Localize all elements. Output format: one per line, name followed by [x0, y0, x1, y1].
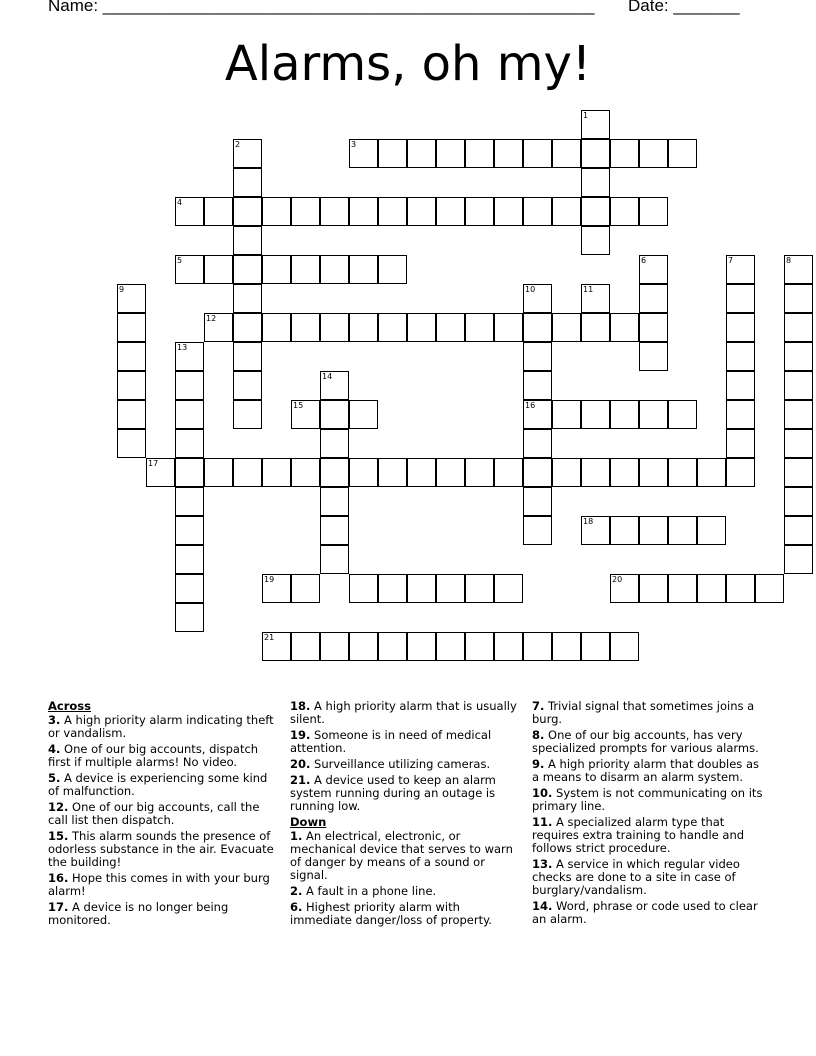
crossword-cell[interactable] [407, 574, 436, 603]
clue-text: A high priority alarm that doubles as a means to disarm an alarm system. [532, 757, 759, 784]
clue [48, 830, 276, 869]
crossword-cell[interactable] [175, 487, 204, 516]
crossword-cell[interactable] [610, 139, 639, 168]
crossword-cell[interactable] [233, 139, 262, 168]
crossword-cell[interactable] [233, 168, 262, 197]
clue-number: 21. [290, 773, 311, 787]
clue-column-2 [290, 700, 518, 930]
crossword-cell[interactable] [668, 139, 697, 168]
crossword-cell[interactable] [523, 487, 552, 516]
crossword-cell[interactable] [784, 255, 813, 284]
crossword-cell[interactable] [697, 458, 726, 487]
crossword-cell[interactable] [726, 255, 755, 284]
cell-number: 11 [583, 285, 594, 294]
crossword-cell[interactable] [320, 632, 349, 661]
clue [290, 729, 518, 755]
crossword-cell[interactable] [726, 458, 755, 487]
clue [290, 700, 518, 726]
crossword-cell[interactable] [784, 429, 813, 458]
date-field-label: Date: _______ [628, 0, 740, 15]
crossword-cell[interactable] [552, 139, 581, 168]
cell-number: 10 [525, 285, 536, 294]
crossword-cell[interactable] [175, 429, 204, 458]
crossword-cell[interactable] [784, 371, 813, 400]
clue [290, 885, 518, 898]
clue [290, 830, 518, 882]
crossword-cell[interactable] [523, 197, 552, 226]
crossword-cell[interactable] [494, 197, 523, 226]
crossword-cell[interactable] [291, 313, 320, 342]
crossword-cell[interactable] [233, 284, 262, 313]
crossword-cell[interactable] [581, 197, 610, 226]
clue-text: Someone is in need of medical attention. [290, 728, 492, 755]
crossword-cell[interactable] [291, 574, 320, 603]
crossword-cell[interactable] [233, 371, 262, 400]
clue [532, 900, 768, 926]
crossword-cell[interactable] [639, 284, 668, 313]
cell-number: 21 [264, 633, 275, 642]
crossword-cell[interactable] [581, 632, 610, 661]
clue-number: 20. [290, 757, 311, 771]
crossword-cell[interactable] [262, 255, 291, 284]
crossword-cell[interactable] [523, 458, 552, 487]
crossword-cell[interactable] [262, 458, 291, 487]
crossword-cell[interactable] [552, 400, 581, 429]
crossword-cell[interactable] [175, 371, 204, 400]
clue-number: 2. [290, 884, 303, 898]
crossword-cell[interactable] [784, 458, 813, 487]
crossword-cell[interactable] [523, 429, 552, 458]
crossword-cell[interactable] [175, 342, 204, 371]
crossword-cell[interactable] [523, 313, 552, 342]
cell-number: 9 [119, 285, 125, 294]
across-clue-list-continued [290, 700, 518, 813]
crossword-cell[interactable] [639, 197, 668, 226]
crossword-cell[interactable] [204, 458, 233, 487]
clue-text: One of our big accounts, call the call list then dispatch. [48, 800, 260, 827]
crossword-cell[interactable] [436, 632, 465, 661]
crossword-cell[interactable] [552, 197, 581, 226]
crossword-cell[interactable] [175, 197, 204, 226]
crossword-cell[interactable] [726, 574, 755, 603]
crossword-cell[interactable] [320, 429, 349, 458]
crossword-cell[interactable] [117, 284, 146, 313]
crossword-cell[interactable] [639, 313, 668, 342]
page-title: Alarms, oh my! [224, 36, 592, 92]
crossword-cell[interactable] [349, 574, 378, 603]
clue [48, 714, 276, 740]
clue-text: Hope this comes in with your burg alarm! [48, 871, 270, 898]
crossword-cell[interactable] [523, 342, 552, 371]
crossword-cell[interactable] [320, 545, 349, 574]
clue-column-1 [48, 700, 276, 930]
clue-number: 11. [532, 815, 553, 829]
crossword-cell[interactable] [204, 255, 233, 284]
crossword-cell[interactable] [320, 400, 349, 429]
cell-number: 5 [177, 256, 183, 265]
crossword-cell[interactable] [175, 255, 204, 284]
crossword-cell[interactable] [407, 139, 436, 168]
crossword-cell[interactable] [407, 458, 436, 487]
clue-number: 9. [532, 757, 545, 771]
crossword-cell[interactable] [349, 400, 378, 429]
crossword-cell[interactable] [639, 458, 668, 487]
clue-number: 10. [532, 786, 553, 800]
clue [48, 743, 276, 769]
name-field-label: Name: ____________________________________________________ [48, 0, 595, 15]
crossword-cell[interactable] [668, 400, 697, 429]
cell-number: 6 [641, 256, 647, 265]
crossword-cell[interactable] [639, 400, 668, 429]
crossword-cell[interactable] [233, 313, 262, 342]
crossword-cell[interactable] [581, 313, 610, 342]
crossword-cell[interactable] [233, 342, 262, 371]
crossword-cell[interactable] [784, 487, 813, 516]
crossword-cell[interactable] [117, 429, 146, 458]
crossword-cell[interactable] [784, 313, 813, 342]
crossword-cell[interactable] [291, 400, 320, 429]
crossword-cell[interactable] [349, 197, 378, 226]
crossword-cell[interactable] [581, 139, 610, 168]
crossword-cell[interactable] [378, 139, 407, 168]
crossword-cell[interactable] [581, 516, 610, 545]
crossword-cell[interactable] [726, 342, 755, 371]
crossword-cell[interactable] [436, 574, 465, 603]
crossword-cell[interactable] [784, 342, 813, 371]
crossword-cell[interactable] [291, 632, 320, 661]
clue [48, 801, 276, 827]
clue-text: A high priority alarm indicating theft or vandalism. [48, 713, 274, 740]
crossword-cell[interactable] [465, 313, 494, 342]
crossword-cell[interactable] [523, 516, 552, 545]
crossword-cell[interactable] [465, 574, 494, 603]
crossword-cell[interactable] [175, 458, 204, 487]
cell-number: 2 [235, 140, 241, 149]
down-heading: Down [290, 815, 327, 829]
clue [532, 729, 768, 755]
clue-text: A high priority alarm that is usually silent. [290, 699, 517, 726]
crossword-cell[interactable] [349, 313, 378, 342]
crossword-cell[interactable] [262, 632, 291, 661]
cell-number: 12 [206, 314, 217, 323]
crossword-cell[interactable] [320, 516, 349, 545]
cell-number: 3 [351, 140, 357, 149]
crossword-cell[interactable] [784, 400, 813, 429]
clue-text: An electrical, electronic, or mechanical device that serves to warn of danger by means of a sound or signal. [290, 829, 513, 882]
crossword-cell[interactable] [726, 400, 755, 429]
crossword-cell[interactable] [639, 139, 668, 168]
crossword-cell[interactable] [465, 458, 494, 487]
crossword-cell[interactable] [581, 400, 610, 429]
crossword-cell[interactable] [407, 632, 436, 661]
crossword-cell[interactable] [233, 458, 262, 487]
clue-number: 16. [48, 871, 69, 885]
clue-number: 18. [290, 699, 311, 713]
clue-text: System is not communicating on its primary line. [532, 786, 763, 813]
crossword-cell[interactable] [494, 574, 523, 603]
crossword-cell[interactable] [726, 371, 755, 400]
crossword-cell[interactable] [117, 400, 146, 429]
crossword-cell[interactable] [523, 139, 552, 168]
crossword-cell[interactable] [639, 342, 668, 371]
crossword-cell[interactable] [436, 139, 465, 168]
crossword-cell[interactable] [378, 458, 407, 487]
crossword-cell[interactable] [291, 255, 320, 284]
crossword-cell[interactable] [436, 197, 465, 226]
cell-number: 18 [583, 517, 594, 526]
crossword-cell[interactable] [262, 313, 291, 342]
cell-number: 15 [293, 401, 304, 410]
crossword-cell[interactable] [581, 168, 610, 197]
crossword-cell[interactable] [726, 313, 755, 342]
across-clue-list [48, 714, 276, 927]
crossword-cell[interactable] [233, 400, 262, 429]
crossword-cell[interactable] [523, 632, 552, 661]
crossword-cell[interactable] [668, 458, 697, 487]
cell-number: 17 [148, 459, 159, 468]
crossword-cell[interactable] [494, 313, 523, 342]
clue [532, 700, 768, 726]
crossword-cell[interactable] [494, 139, 523, 168]
down-clue-list [290, 830, 518, 927]
clue [532, 758, 768, 784]
clue-number: 19. [290, 728, 311, 742]
crossword-cell[interactable] [175, 545, 204, 574]
crossword-cell[interactable] [610, 197, 639, 226]
crossword-cell[interactable] [726, 429, 755, 458]
crossword-cell[interactable] [291, 458, 320, 487]
crossword-cell[interactable] [465, 139, 494, 168]
crossword-cell[interactable] [639, 516, 668, 545]
clue [290, 901, 518, 927]
crossword-cell[interactable] [581, 110, 610, 139]
clue-number: 14. [532, 899, 553, 913]
clue [532, 787, 768, 813]
crossword-cell[interactable] [349, 139, 378, 168]
crossword-cell[interactable] [465, 632, 494, 661]
crossword-cell[interactable] [291, 197, 320, 226]
crossword-cell[interactable] [639, 255, 668, 284]
clue-text: Surveillance utilizing cameras. [310, 757, 491, 771]
cell-number: 7 [728, 256, 734, 265]
clue-text: A device is experiencing some kind of malfunction. [48, 771, 268, 798]
crossword-cell[interactable] [233, 197, 262, 226]
crossword-cell[interactable] [755, 574, 784, 603]
crossword-cell[interactable] [726, 284, 755, 313]
crossword-cell[interactable] [668, 574, 697, 603]
clue-text: This alarm sounds the presence of odorless substance in the air. Evacuate the building! [48, 829, 274, 869]
cell-number: 16 [525, 401, 536, 410]
crossword-cell[interactable] [610, 400, 639, 429]
crossword-cell[interactable] [581, 226, 610, 255]
crossword-cell[interactable] [117, 313, 146, 342]
crossword-cell[interactable] [349, 255, 378, 284]
crossword-cell[interactable] [175, 400, 204, 429]
cell-number: 13 [177, 343, 188, 352]
crossword-cell[interactable] [610, 632, 639, 661]
across-heading: Across [48, 699, 91, 713]
crossword-cell[interactable] [320, 458, 349, 487]
crossword-cell[interactable] [233, 226, 262, 255]
crossword-cell[interactable] [610, 516, 639, 545]
crossword-cell[interactable] [204, 197, 233, 226]
crossword-cell[interactable] [175, 516, 204, 545]
clue [48, 872, 276, 898]
crossword-cell[interactable] [668, 516, 697, 545]
clue [48, 772, 276, 798]
crossword-cell[interactable] [784, 545, 813, 574]
crossword-cell[interactable] [494, 458, 523, 487]
crossword-cell[interactable] [320, 371, 349, 400]
clue-text: One of our big accounts, has very specialized prompts for various alarms. [532, 728, 759, 755]
crossword-cell[interactable] [320, 313, 349, 342]
crossword-cell[interactable] [378, 313, 407, 342]
crossword-cell[interactable] [117, 342, 146, 371]
crossword-cell[interactable] [436, 313, 465, 342]
crossword-cell[interactable] [378, 632, 407, 661]
clue-number: 4. [48, 742, 61, 756]
down-clue-list-continued [532, 700, 768, 926]
crossword-cell[interactable] [697, 516, 726, 545]
clue-number: 3. [48, 713, 61, 727]
crossword-cell[interactable] [494, 632, 523, 661]
clue-text: One of our big accounts, dispatch first if multiple alarms! No video. [48, 742, 259, 769]
clue-number: 5. [48, 771, 61, 785]
crossword-cell[interactable] [320, 487, 349, 516]
cell-number: 20 [612, 575, 623, 584]
crossword-cell[interactable] [175, 603, 204, 632]
clue-number: 6. [290, 900, 303, 914]
crossword-cell[interactable] [552, 632, 581, 661]
clue-text: A specialized alarm type that requires extra training to handle and follows strict procedure. [532, 815, 745, 855]
crossword-cell[interactable] [233, 255, 262, 284]
crossword-cell[interactable] [407, 197, 436, 226]
crossword-cell[interactable] [784, 516, 813, 545]
clue-text: Highest priority alarm with immediate danger/loss of property. [290, 900, 492, 927]
clue-text: A service in which regular video checks are done to a site in case of burglary/vandalism. [532, 857, 740, 897]
crossword-cell[interactable] [552, 313, 581, 342]
crossword-cell[interactable] [204, 313, 233, 342]
crossword-cell[interactable] [610, 574, 639, 603]
crossword-cell[interactable] [320, 197, 349, 226]
crossword-cell[interactable] [610, 458, 639, 487]
clue [48, 901, 276, 927]
clue-number: 17. [48, 900, 69, 914]
crossword-cell[interactable] [320, 255, 349, 284]
crossword-cell[interactable] [610, 313, 639, 342]
crossword-cell[interactable] [378, 197, 407, 226]
clue-number: 15. [48, 829, 69, 843]
clue [532, 858, 768, 897]
clue-number: 7. [532, 699, 545, 713]
clue-column-3 [532, 700, 768, 929]
crossword-cell[interactable] [117, 371, 146, 400]
crossword-cell[interactable] [146, 458, 175, 487]
cell-number: 4 [177, 198, 183, 207]
cell-number: 8 [786, 256, 792, 265]
clue [290, 774, 518, 813]
clue [532, 816, 768, 855]
crossword-cell[interactable] [436, 458, 465, 487]
crossword-cell[interactable] [581, 284, 610, 313]
clue-text: Trivial signal that sometimes joins a burg. [532, 699, 755, 726]
clue-text: A fault in a phone line. [302, 884, 437, 898]
clue [290, 758, 518, 771]
clue-text: A device used to keep an alarm system running during an outage is running low. [290, 773, 496, 813]
crossword-cell[interactable] [523, 371, 552, 400]
crossword-cell[interactable] [784, 284, 813, 313]
cell-number: 1 [583, 111, 589, 120]
crossword-cell[interactable] [378, 255, 407, 284]
crossword-cell[interactable] [378, 574, 407, 603]
clue-number: 1. [290, 829, 303, 843]
clue-number: 8. [532, 728, 545, 742]
crossword-cell[interactable] [465, 197, 494, 226]
crossword-cell[interactable] [523, 284, 552, 313]
crossword-cell[interactable] [262, 197, 291, 226]
crossword-cell[interactable] [552, 458, 581, 487]
crossword-cell[interactable] [262, 574, 291, 603]
cell-number: 19 [264, 575, 275, 584]
crossword-cell[interactable] [581, 458, 610, 487]
clue-number: 13. [532, 857, 553, 871]
clue-number: 12. [48, 800, 69, 814]
crossword-cell[interactable] [407, 313, 436, 342]
crossword-cell[interactable] [697, 574, 726, 603]
clue-text: Word, phrase or code used to clear an alarm. [532, 899, 758, 926]
crossword-cell[interactable] [349, 458, 378, 487]
clue-text: A device is no longer being monitored. [48, 900, 229, 927]
crossword-cell[interactable] [639, 574, 668, 603]
crossword-cell[interactable] [349, 632, 378, 661]
crossword-cell[interactable] [523, 400, 552, 429]
cell-number: 14 [322, 372, 333, 381]
crossword-cell[interactable] [175, 574, 204, 603]
